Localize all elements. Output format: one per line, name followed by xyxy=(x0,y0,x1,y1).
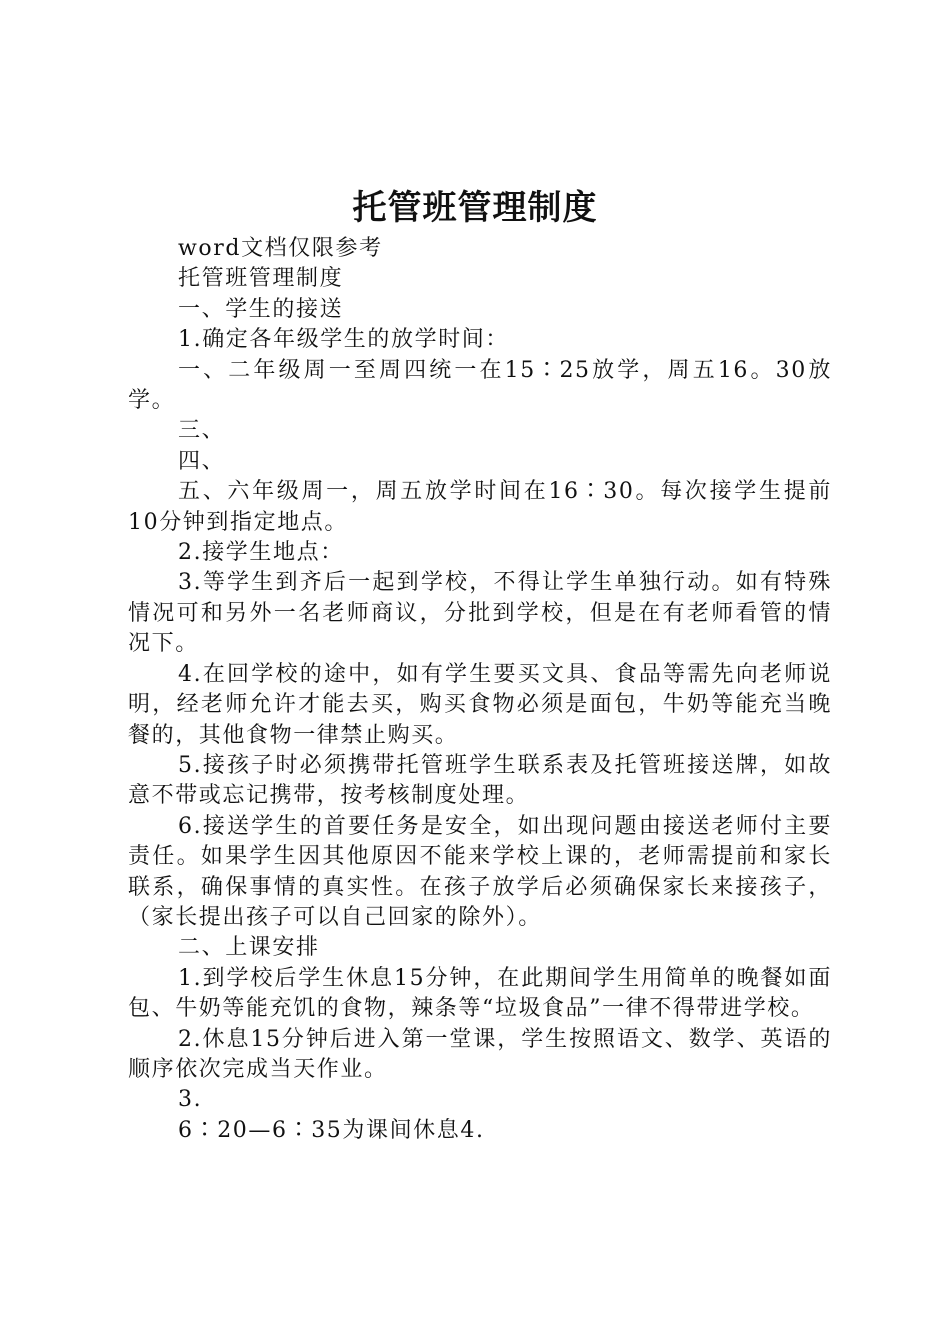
paragraph: 5.接孩子时必须携带托管班学生联系表及托管班接送牌，如故意不带或忘记携带，按考核制度处理。 xyxy=(128,752,832,809)
document-body xyxy=(128,234,832,1146)
paragraph: 2.接学生地点： xyxy=(178,540,344,566)
paragraph: 托管班管理制度 xyxy=(178,266,344,292)
paragraph: word文档仅限参考 xyxy=(178,236,383,261)
paragraph: 一、二年级周一至周四统一在15∶25放学，周五16。30放学。 xyxy=(128,357,832,414)
paragraph: 五、六年级周一，周五放学时间在16∶30。每次接学生提前10分钟到指定地点。 xyxy=(128,479,832,535)
paragraph: 1.确定各年级学生的放学时间： xyxy=(178,327,509,353)
paragraph: 4.在回学校的途中，如有学生要买文具、食品等需先向老师说明，经老师允许才能去买，购买食物必须是面包，牛奶等能充当晚餐的，其他食物一律禁止购买。 xyxy=(128,661,832,748)
paragraph: 四、 xyxy=(178,448,226,474)
paragraph: 6.接送学生的首要任务是安全，如出现问题由接送老师付主要责任。如果学生因其他原因不能来学校上课的，老师需提前和家长联系，确保事情的真实性。在孩子放学后必须确保家长来接孩子，（家长提出孩子可以自己回家的除外）。 xyxy=(128,813,832,930)
section-heading: 二、上课安排 xyxy=(178,935,320,961)
document-title: 托管班管理制度 xyxy=(352,188,598,228)
paragraph: 6∶20—6∶35为课间休息4. xyxy=(178,1117,485,1143)
paragraph: 3. xyxy=(178,1087,203,1113)
paragraph: 1.到学校后学生休息15分钟，在此期间学生用简单的晚餐如面包、牛奶等能充饥的食物，辣条等“垃圾食品”一律不得带进学校。 xyxy=(128,965,832,1022)
section-heading: 一、学生的接送 xyxy=(178,296,344,322)
paragraph: 三、 xyxy=(178,418,226,444)
paragraph: 3.等学生到齐后一起到学校，不得让学生单独行动。如有特殊情况可和另外一名老师商议，分批到学校，但是在有老师看管的情况下。 xyxy=(128,570,832,657)
paragraph: 2.休息15分钟后进入第一堂课，学生按照语文、数学、英语的顺序依次完成当天作业。 xyxy=(128,1026,832,1082)
